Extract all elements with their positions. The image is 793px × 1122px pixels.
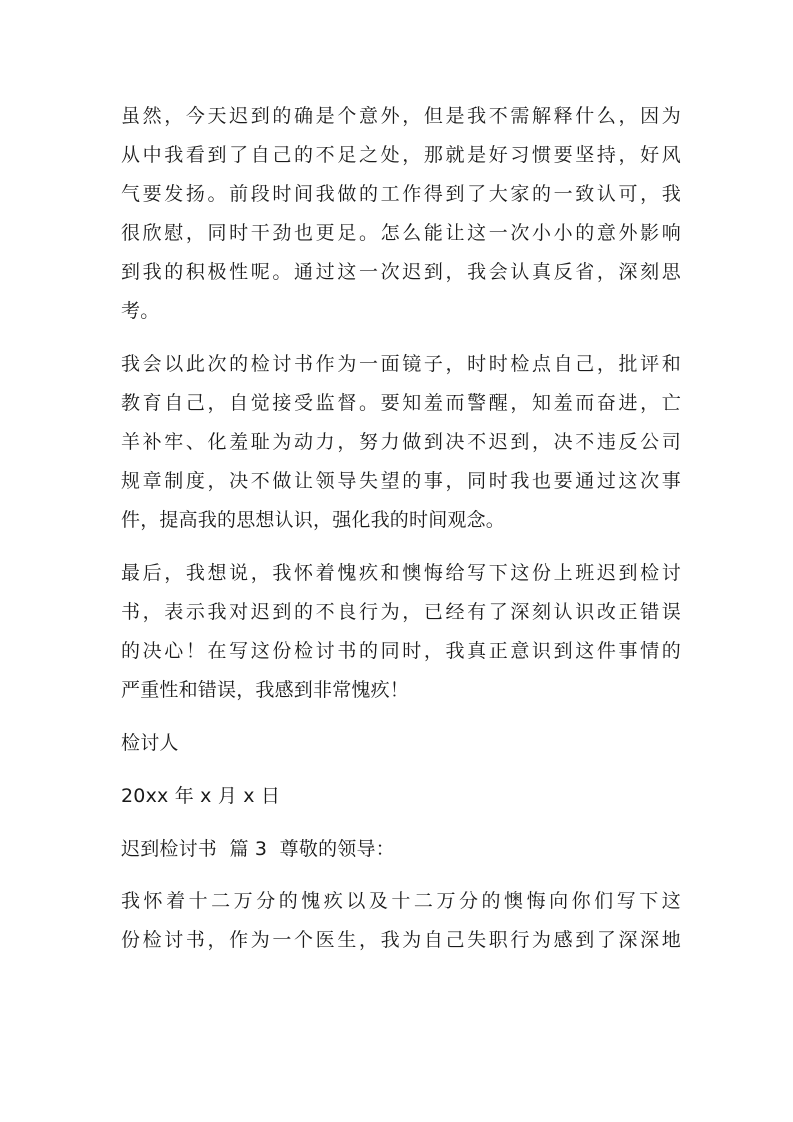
paragraph-2-line-2: 教育自己，自觉接受监督。要知羞而警醒，知羞而奋进，亡 xyxy=(121,392,681,414)
paragraph-2-line-1: 我会以此次的检讨书作为一面镜子，时时检点自己，批评和 xyxy=(121,353,681,375)
paragraph-3-line-3: 的决心！在写这份检讨书的同时，我真正意识到这件事情的 xyxy=(121,640,681,662)
paragraph-3-line-2: 书，表示我对迟到的不良行为，已经有了深刻认识改正错误 xyxy=(121,601,681,623)
paragraph-4-line-2: 份检讨书，作为一个医生，我为自己失职行为感到了深深地 xyxy=(121,929,681,951)
paragraph-3-line-4: 严重性和错误，我感到非常愧疚！ xyxy=(121,679,410,701)
paragraph-1-line-3: 气要发扬。前段时间我做的工作得到了大家的一致认可，我 xyxy=(121,183,681,205)
paragraph-4-line-1: 我怀着十二万分的愧疚以及十二万分的懊悔向你们写下这 xyxy=(121,890,681,912)
paragraph-2-line-3: 羊补牢、化羞耻为动力，努力做到决不迟到，决不违反公司 xyxy=(121,431,681,453)
signature-date: 20xx 年 x 月 x 日 xyxy=(121,785,281,807)
paragraph-1-line-2: 从中我看到了自己的不足之处，那就是好习惯要坚持，好风 xyxy=(121,144,681,166)
paragraph-3-line-1: 最后，我想说，我怀着愧疚和懊悔给写下这份上班迟到检讨 xyxy=(121,562,681,584)
paragraph-2-line-4: 规章制度，决不做让领导失望的事，同时我也要通过这次事 xyxy=(121,470,681,492)
paragraph-1-line-5: 到我的积极性呢。通过这一次迟到，我会认真反省，深刻思 xyxy=(121,261,681,283)
paragraph-1-line-1: 虽然，今天迟到的确是个意外，但是我不需解释什么，因为 xyxy=(121,105,681,127)
paragraph-2-line-5: 件，提高我的思想认识，强化我的时间观念。 xyxy=(121,509,506,531)
paragraph-1-line-4: 很欣慰，同时干劲也更足。怎么能让这一次小小的意外影响 xyxy=(121,222,681,244)
paragraph-1-line-6: 考。 xyxy=(121,300,160,322)
section-heading: 迟到检讨书 篇 3 尊敬的领导： xyxy=(121,838,395,860)
signer-label: 检讨人 xyxy=(121,732,179,754)
